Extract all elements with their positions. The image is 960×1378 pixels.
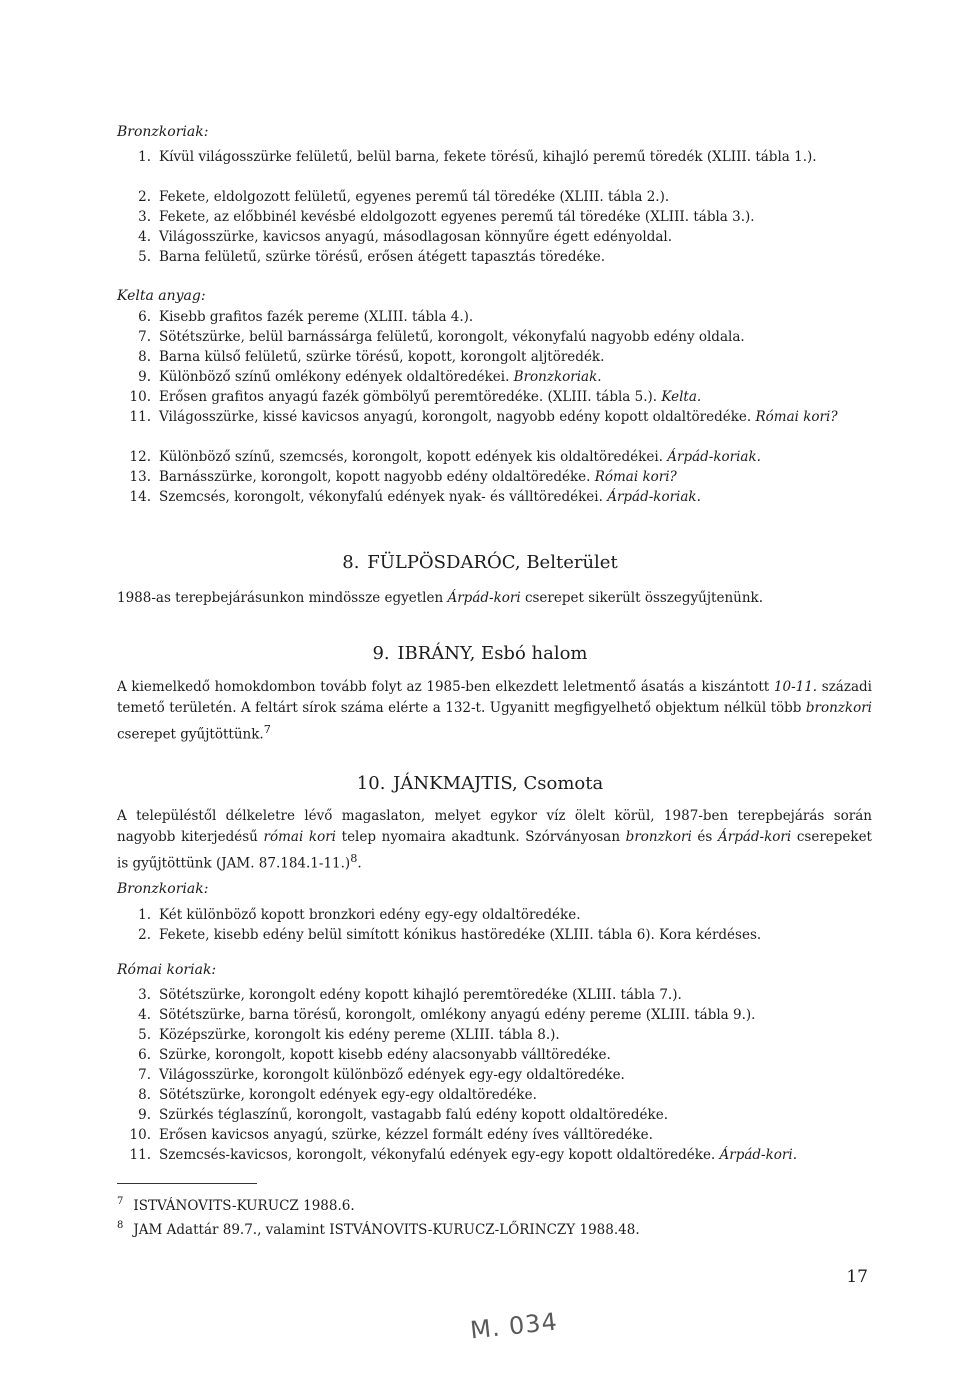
item-number: 10. (129, 1127, 151, 1143)
handwritten-archive-number: M. 034 (468, 1307, 560, 1345)
footnote-mark: 7 (117, 1196, 124, 1207)
text-run: és (691, 829, 718, 845)
footnote-text: JAM Adattár 89.7., valamint ISTVÁNOVITS-KURUCZ-LŐRINCZY 1988.48. (133, 1222, 640, 1238)
list-item (117, 307, 879, 327)
text-run: A településtől délkeletre lévő magaslaton, melyet egykor víz ölelt körül, 1987-ben terepbejárás során nagyobb kiterjedésű (117, 808, 872, 845)
list-item (117, 905, 761, 925)
item-number: 6. (138, 1047, 151, 1063)
text-run-italic: Árpád-kori (447, 590, 521, 606)
item-text: Szemcsés, korongolt, vékonyfalú edények nyak- és válltöredékei. (159, 489, 608, 505)
heading-bronzkoriak: Bronzkoriak: (117, 124, 209, 140)
item-number: 1. (138, 149, 151, 165)
list-item (117, 1085, 797, 1105)
footnote-8 (117, 1220, 640, 1238)
item-period-label: Árpád-koriak. (667, 449, 761, 465)
list-item (117, 1045, 797, 1065)
item-text: Erősen grafitos anyagú fazék gömbölyű peremtöredéke. (XLIII. tábla 5.). (159, 389, 662, 405)
item-text: Szürkés téglaszínű, korongolt, vastagabb falú edény kopott oldaltöredéke. (159, 1107, 669, 1123)
heading-romai: Római koriak: (117, 962, 217, 978)
item-number: 10. (129, 389, 151, 405)
list-item (117, 467, 879, 487)
item-text: Barna felületű, szürke törésű, erősen átégett tapasztás töredéke. (159, 249, 606, 265)
item-text: Fekete, kisebb edény belül simított kónikus hastöredéke (XLIII. tábla 6). Kora kérdéses. (159, 927, 762, 943)
footnote-text: ISTVÁNOVITS-KURUCZ 1988.6. (133, 1198, 355, 1214)
item-number: 12. (129, 449, 151, 465)
list-item (117, 1065, 797, 1085)
list-item (117, 187, 879, 207)
item-number: 4. (138, 1007, 151, 1023)
section-title: JÁNKMAJTIS, Csomota (393, 773, 604, 794)
item-number: 3. (138, 987, 151, 1003)
romai-item-list (117, 985, 797, 1165)
item-number: 2. (138, 927, 151, 943)
list-item (117, 147, 879, 187)
text-run-italic: római kori (263, 829, 336, 845)
item-text: Erősen kavicsos anyagú, szürke, kézzel formált edény íves válltöredéke. (159, 1127, 653, 1143)
section-number: 10. (356, 773, 386, 794)
text-run: századi temető területén. A feltárt sírok száma elérte a 132-t. Ugyanitt megfigyelhető objektum nélkül több (117, 679, 872, 716)
item-text: Világosszürke, kavicsos anyagú, másodlagosan könnyűre égett edényoldal. (159, 229, 673, 245)
text-run-italic: bronzkori (625, 829, 692, 845)
item-number: 13. (129, 469, 151, 485)
bronze-item-list (117, 147, 879, 267)
item-text: Fekete, eldolgozott felületű, egyenes peremű tál töredéke (XLIII. tábla 2.). (159, 189, 670, 205)
item-text: Világosszürke, kissé kavicsos anyagú, korongolt, nagyobb edény kopott oldaltöredéke. (159, 409, 756, 425)
item-number: 6. (138, 309, 151, 325)
page-number: 17 (846, 1267, 868, 1287)
list-item (117, 985, 797, 1005)
list-item (117, 1005, 797, 1025)
item-text: Sötétszürke, belül barnássárga felületű, korongolt, vékonyfalú nagyobb edény oldala. (159, 329, 745, 345)
kelta-item-list (117, 307, 879, 507)
item-number: 7. (138, 1067, 151, 1083)
item-number: 14. (129, 489, 151, 505)
text-run: cserepet gyűjtöttünk. (117, 726, 264, 743)
section-10-heading (0, 773, 960, 794)
item-text: Fekete, az előbbinél kevésbé eldolgozott egyenes peremű tál töredéke (XLIII. tábla 3.). (159, 209, 755, 225)
item-text: Kívül világosszürke felületű, belül barna, fekete törésű, kihajló peremű töredék (XLIII. tábla 1.). (159, 149, 817, 165)
footnote-7 (117, 1196, 355, 1214)
item-number: 1. (138, 907, 151, 923)
text-run-italic: 10-11. (773, 679, 818, 695)
item-text: Sötétszürke, korongolt edények egy-egy oldaltöredéke. (159, 1087, 537, 1103)
item-number: 8. (138, 349, 151, 365)
item-text: Barnásszürke, korongolt, kopott nagyobb edény oldaltöredéke. (159, 469, 595, 485)
footnote-mark: 8 (117, 1220, 124, 1231)
item-number: 9. (138, 1107, 151, 1123)
list-item (117, 1125, 797, 1145)
list-item (117, 367, 879, 387)
item-period-label: Római kori? (594, 469, 677, 485)
heading-kelta: Kelta anyag: (117, 288, 206, 304)
item-text: Kisebb grafitos fazék pereme (XLIII. tábla 4.). (159, 309, 474, 325)
section-8-heading (0, 552, 960, 573)
text-run-italic: Árpád-kori (718, 829, 792, 845)
item-number: 5. (138, 249, 151, 265)
item-text: Világosszürke, korongolt különböző edények egy-egy oldaltöredéke. (159, 1067, 625, 1083)
item-period-label: Kelta. (661, 389, 702, 405)
item-period-label: Bronzkoriak. (513, 369, 602, 385)
list-item (117, 487, 879, 507)
list-item (117, 447, 879, 467)
item-period-label: Árpád-kori. (719, 1147, 797, 1163)
section-10-paragraph (117, 806, 872, 875)
section-number: 9. (372, 643, 390, 664)
item-text: Barna külső felületű, szürke törésű, kopott, korongolt aljtöredék. (159, 349, 605, 365)
item-number: 3. (138, 209, 151, 225)
list-item (117, 247, 879, 267)
text-run: telep nyomaira akadtunk. Szórványosan (336, 829, 626, 845)
item-number: 11. (129, 1147, 151, 1163)
item-number: 7. (138, 329, 151, 345)
footnote-reference: 8 (350, 852, 358, 865)
list-item (117, 1025, 797, 1045)
list-item (117, 347, 879, 367)
footnote-reference: 7 (263, 723, 271, 736)
item-period-label: Római kori? (755, 409, 838, 425)
item-number: 9. (138, 369, 151, 385)
section-8-paragraph (117, 588, 872, 609)
list-item (117, 227, 879, 247)
item-number: 5. (138, 1027, 151, 1043)
section-title: FÜLPÖSDARÓC, Belterület (367, 552, 618, 573)
item-number: 8. (138, 1087, 151, 1103)
list-item (117, 327, 879, 347)
item-text: Sötétszürke, barna törésű, korongolt, omlékony anyagú edény pereme (XLIII. tábla 9.). (159, 1007, 756, 1023)
item-text: Különböző színű omlékony edények oldaltöredékei. (159, 369, 514, 385)
bronze-item-list (117, 905, 761, 945)
text-run-italic: bronzkori (805, 700, 872, 716)
item-text: Sötétszürke, korongolt edény kopott kihajló peremtöredéke (XLIII. tábla 7.). (159, 987, 682, 1003)
section-9-heading (0, 643, 960, 664)
list-item (117, 925, 761, 945)
heading-bronzkoriak: Bronzkoriak: (117, 881, 209, 897)
item-text: Szemcsés-kavicsos, korongolt, vékonyfalú edények egy-egy kopott oldaltöredéke. (159, 1147, 720, 1163)
item-text: Két különböző kopott bronzkori edény egy-egy oldaltöredéke. (159, 907, 581, 923)
list-item (117, 1105, 797, 1125)
text-run: 1988-as terepbejárásunkon mindössze egyetlen (117, 590, 448, 606)
list-item (117, 387, 879, 407)
list-item (117, 1145, 797, 1165)
section-title: IBRÁNY, Esbó halom (397, 643, 588, 664)
item-text: Szürke, korongolt, kopott kisebb edény alacsonyabb válltöredéke. (159, 1047, 611, 1063)
list-item (117, 407, 879, 447)
section-number: 8. (342, 552, 360, 573)
item-text: Különböző színű, szemcsés, korongolt, kopott edények kis oldaltöredékei. (159, 449, 668, 465)
list-item (117, 207, 879, 227)
item-period-label: Árpád-koriak. (607, 489, 701, 505)
text-run: cserepet sikerült összegyűjtenünk. (520, 590, 764, 606)
section-9-paragraph (117, 677, 872, 746)
item-number: 2. (138, 189, 151, 205)
item-number: 4. (138, 229, 151, 245)
text-run: cserepeket is gyűjtöttünk (JAM. 87.184.1-11.) (117, 829, 872, 872)
text-run: A kiemelkedő homokdombon tovább folyt az 1985-ben elkezdett leletmentő ásatás a kiszántott (117, 679, 774, 695)
item-number: 11. (129, 409, 151, 425)
footnote-rule (117, 1183, 257, 1184)
item-text: Középszürke, korongolt kis edény pereme (XLIII. tábla 8.). (159, 1027, 560, 1043)
text-run: . (357, 855, 362, 872)
